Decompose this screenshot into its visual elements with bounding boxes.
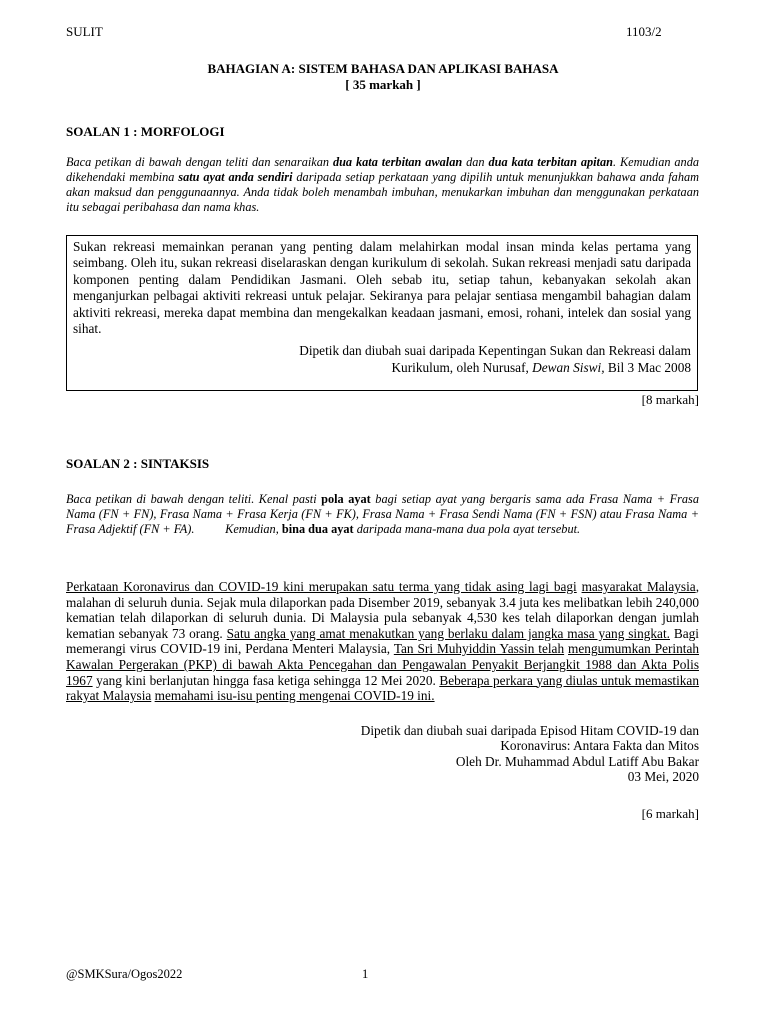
footer-left: @SMKSura/Ogos2022 <box>66 967 183 981</box>
q2-title: SOALAN 2 : SINTAKSIS <box>66 456 210 471</box>
q1-passage-box <box>66 235 698 391</box>
q2-instructions: Baca petikan di bawah dengan teliti. Kenal pasti pola ayat bagi setiap ayat yang bergaris sama ada Frasa Nama + Frasa Nama (FN + FN), Frasa Nama + Frasa Kerja (FN + FK), Frasa Nama + Frasa Sendi Nama (FN + FSN) atau Frasa Nama + Frasa Adjektif (FN + FA). Kemudian, bina dua ayat daripada mana-mana dua pola ayat tersebut. <box>66 492 703 536</box>
q2-marks: [6 markah] <box>641 806 699 821</box>
q1-passage: Sukan rekreasi memainkan peranan yang penting dalam melahirkan modal insan minda kelas pertama yang seimbang. Oleh itu, sukan rekreasi diselaraskan dengan kurikulum di sekolah. Sukan rekreasi menjadi satu daripada komponen penting dalam Pendidikan Jasmani. Oleh sebab itu, setiap tahun, kebanyakan sekolah akan menganjurkan pelbagai aktiviti rekreasi untuk pelajar. Sekiranya para pelajar sentiasa mengambil bahagian dalam aktiviti rekreasi, mereka dapat membina dan mengekalkan keadaan jasmani, emosi, rohani, intelek dan sosial yang sihat. <box>73 239 691 337</box>
q1-title: SOALAN 1 : MORFOLOGI <box>66 124 225 139</box>
page-number: 1 <box>362 967 369 981</box>
q2-passage: Perkataan Koronavirus dan COVID-19 kini merupakan satu terma yang tidak asing lagi bagi masyarakat Malaysia, malahan di seluruh dunia. Sejak mula dilaporkan pada Disember 2019, sebanyak 3.4 juta kes melibatkan lebih 240,000 kematian telah dilaporkan di seluruh dunia. Di Malaysia pula sebanyak 4,530 kes telah dilaporkan dengan jumlah kematian sebanyak 73 orang. Satu angka yang amat menakutkan yang berlaku dalam jangka masa yang singkat. Bagi memerangi virus COVID-19 ini, Perdana Menteri Malaysia, Tan Sri Muhyiddin Yassin telah mengumumkan Perintah Kawalan Pergerakan (PKP) di bawah Akta Pencegahan dan Pengawalan Penyakit Berjangkit 1988 dan Akta Polis 1967 yang kini berlanjutan hingga fasa ketiga sehingga 12 Mei 2020. Beberapa perkara yang diulas untuk memastikan rakyat Malaysia memahami isu-isu penting mengenai COVID-19 ini. <box>66 579 709 704</box>
q1-source: Dipetik dan diubah suai daripada Kepentingan Sukan dan Rekreasi dalam Kurikulum, oleh Nurusaf, Dewan Siswi, Bil 3 Mac 2008 <box>299 343 691 376</box>
section-marks: [ 35 markah ] <box>345 77 421 92</box>
q1-instructions: Baca petikan di bawah dengan teliti dan senaraikan dua kata terbitan awalan dan dua kata terbitan apitan. Kemudian anda dikehendaki membina satu ayat anda sendiri daripada setiap perkataan yang dipilih untuk menunjukkan bahawa anda faham akan maksud dan penggunaannya. Anda tidak boleh menambah imbuhan, menukarkan imbuhan dan menggunakan perkataan itu sebagai peribahasa dan nama khas. <box>66 155 700 214</box>
q2-source: Dipetik dan diubah suai daripada Episod Hitam COVID-19 dan Koronavirus: Antara Fakta dan Mitos Oleh Dr. Muhammad Abdul Latiff Abu Bakar 03 Mei, 2020 <box>360 723 699 784</box>
q1-marks: [8 markah] <box>641 392 699 407</box>
section-title: BAHAGIAN A: SISTEM BAHASA DAN APLIKASI BAHASA <box>207 61 559 76</box>
header-left: SULIT <box>66 24 103 39</box>
header-right: 1103/2 <box>626 24 662 39</box>
